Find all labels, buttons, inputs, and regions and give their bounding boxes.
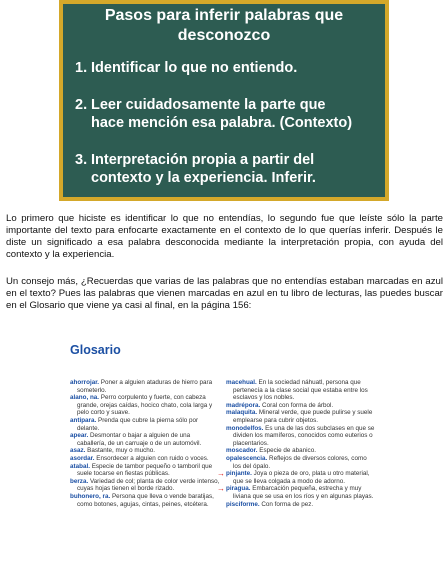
glossary-definition: Especie de tambor pequeño o tamboril que suele tocarse en fiestas públicas. — [77, 462, 213, 478]
glossary-entry — [70, 492, 220, 508]
glossary-term: malaquita. — [226, 409, 258, 417]
glossary-term: ahorrojar. — [70, 379, 100, 386]
glossary-term: alano, na. — [70, 394, 100, 402]
glossary-column-left — [70, 379, 220, 508]
board-title-line-2: desconozco — [177, 27, 271, 44]
glossary-definition: Prenda que cubre la pierna sólo por delante. — [77, 416, 199, 432]
glossary-entry — [70, 394, 220, 417]
board-step-text-cont: hace mención esa palabra. (Contexto) — [91, 115, 353, 131]
glossary-definition: Con forma de pez. — [259, 500, 314, 508]
glossary-term: madrépora. — [226, 401, 261, 409]
board-step-text-cont: contexto y la experiencia. Inferir. — [91, 170, 316, 186]
board-title-line-1: Pasos para inferir palabras que — [104, 7, 344, 24]
glossary-column-right — [217, 379, 376, 508]
board-step-number: 3. — [75, 152, 88, 168]
board-step-number: 1. — [75, 60, 88, 76]
glossary-title: Glosario — [70, 343, 121, 357]
glossary-term: macehual. — [226, 379, 257, 386]
glossary-entry — [70, 462, 220, 478]
glossary-entry — [226, 424, 376, 448]
paragraph-1: Lo primero que hiciste es identificar lo que no entendías, lo segundo fue que leíste sólo la parte importante del texto para enfocarte exactamente en el contexto de lo que querías inferir. Después le diste un significado a esa palabra desconocida mediante la interpretación propia, con ayuda del contexto y la experiencia. — [6, 213, 443, 260]
glossary-definition: Perro corpulento y fuerte, con cabeza grande, orejas caídas, hocico chato, cola larga y pelo corto y suave. — [77, 394, 213, 417]
glossary-definition: Ensordecer a alguien con ruido o voces. — [94, 454, 209, 462]
red-arrow-icon: → — [217, 469, 225, 479]
glossary-term: pisciforme. — [226, 500, 260, 508]
glossary-entry — [70, 477, 220, 493]
glossary-term: pinjante. — [226, 470, 252, 478]
glossary-definition: Especie de abanico. — [257, 447, 316, 455]
glossary-definition: En la sociedad náhuatl, persona que pertenecía a la clase social que estaba entre los esclavos y los nobles. — [233, 379, 368, 402]
paragraph-2: Un consejo más, ¿Recuerdas que varias de las palabras que no entendías estaban marcadas en azul en el texto? Pues las palabras que vienen marcadas en azul en tu libro de lecturas, las puedes buscar en el Glosario que viene ya casi al final, en la página 156: — [6, 276, 443, 311]
red-arrow-icon: → — [217, 484, 225, 494]
board-title — [63, 6, 385, 46]
chalkboard-image — [59, 0, 389, 201]
glossary-definition: Coral con forma de árbol. — [260, 401, 334, 409]
glossary-term: berza. — [70, 477, 89, 485]
glossary-entry — [70, 416, 220, 432]
glossary-entry — [226, 379, 376, 402]
glossary-entry — [226, 447, 376, 455]
board-step-text: Leer cuidadosamente la parte que — [91, 97, 326, 113]
glossary-definition: Mineral verde, que puede pulirse y suele emplearse para cubrir objetos. — [233, 409, 373, 424]
glossary-definition: Desmontar o bajar a alguien de una caballería, de un carruaje o de un automóvil. — [77, 432, 202, 447]
glossary-term: buhonero, ra. — [70, 492, 111, 500]
glossary-entry — [226, 409, 376, 424]
glossary-entry — [70, 379, 220, 394]
board-step-3 — [75, 151, 379, 187]
glossary-definition: Reflejos de diversos colores, como los del ópalo. — [233, 454, 367, 470]
glossary-term: opalescencia. — [226, 454, 268, 462]
glossary-term: apear. — [70, 432, 89, 440]
board-step-number: 2. — [75, 97, 88, 113]
glossary-term: moscador. — [226, 447, 258, 455]
glossary-entry — [70, 447, 220, 455]
glossary-definition: Es una de las dos subclases en que se dividen los mamíferos, conocidos como euterios o placentarios. — [233, 424, 375, 447]
glossary-entry — [70, 454, 220, 463]
glossary-term: atabal. — [70, 462, 90, 470]
board-step-1 — [75, 59, 379, 77]
glossary-term: asordar. — [70, 454, 95, 462]
glossary-entry — [217, 484, 376, 500]
glossary-term: monodelfos. — [226, 424, 264, 432]
board-step-text: Interpretación propia a partir del — [91, 152, 315, 168]
glossary-entry — [226, 401, 376, 410]
board-step-text: Identificar lo que no entiendo. — [91, 60, 298, 76]
glossary-definition: Embarcación pequeña, estrecha y muy liviana que se usa en los ríos y en algunas playas. — [233, 485, 374, 500]
glossary-term: piragua. — [226, 485, 251, 493]
glossary-entry — [226, 500, 376, 509]
glossary-entry — [70, 432, 220, 447]
glossary-definition: Joya o pieza de oro, plata u otro material, que se lleva colgada a modo de adorno. — [233, 470, 370, 485]
glossary-term: antipara. — [70, 416, 97, 424]
glossary-definition: Persona que lleva o vende baratijas, como botones, agujas, cintas, peines, etcétera. — [77, 492, 214, 508]
glossary-entry — [226, 454, 376, 470]
glossary-definition: Poner a alguien ataduras de hierro para someterlo. — [77, 379, 213, 394]
glossary-entry — [217, 469, 376, 485]
glossary-image — [66, 343, 386, 573]
board-step-2 — [75, 96, 379, 132]
glossary-definition: Bastante, muy o mucho. — [85, 447, 156, 455]
glossary-term: asaz. — [70, 447, 86, 455]
glossary-definition: Variedad de col; planta de color verde intenso, cuyas hojas tienen el borde rizado. — [77, 477, 220, 493]
